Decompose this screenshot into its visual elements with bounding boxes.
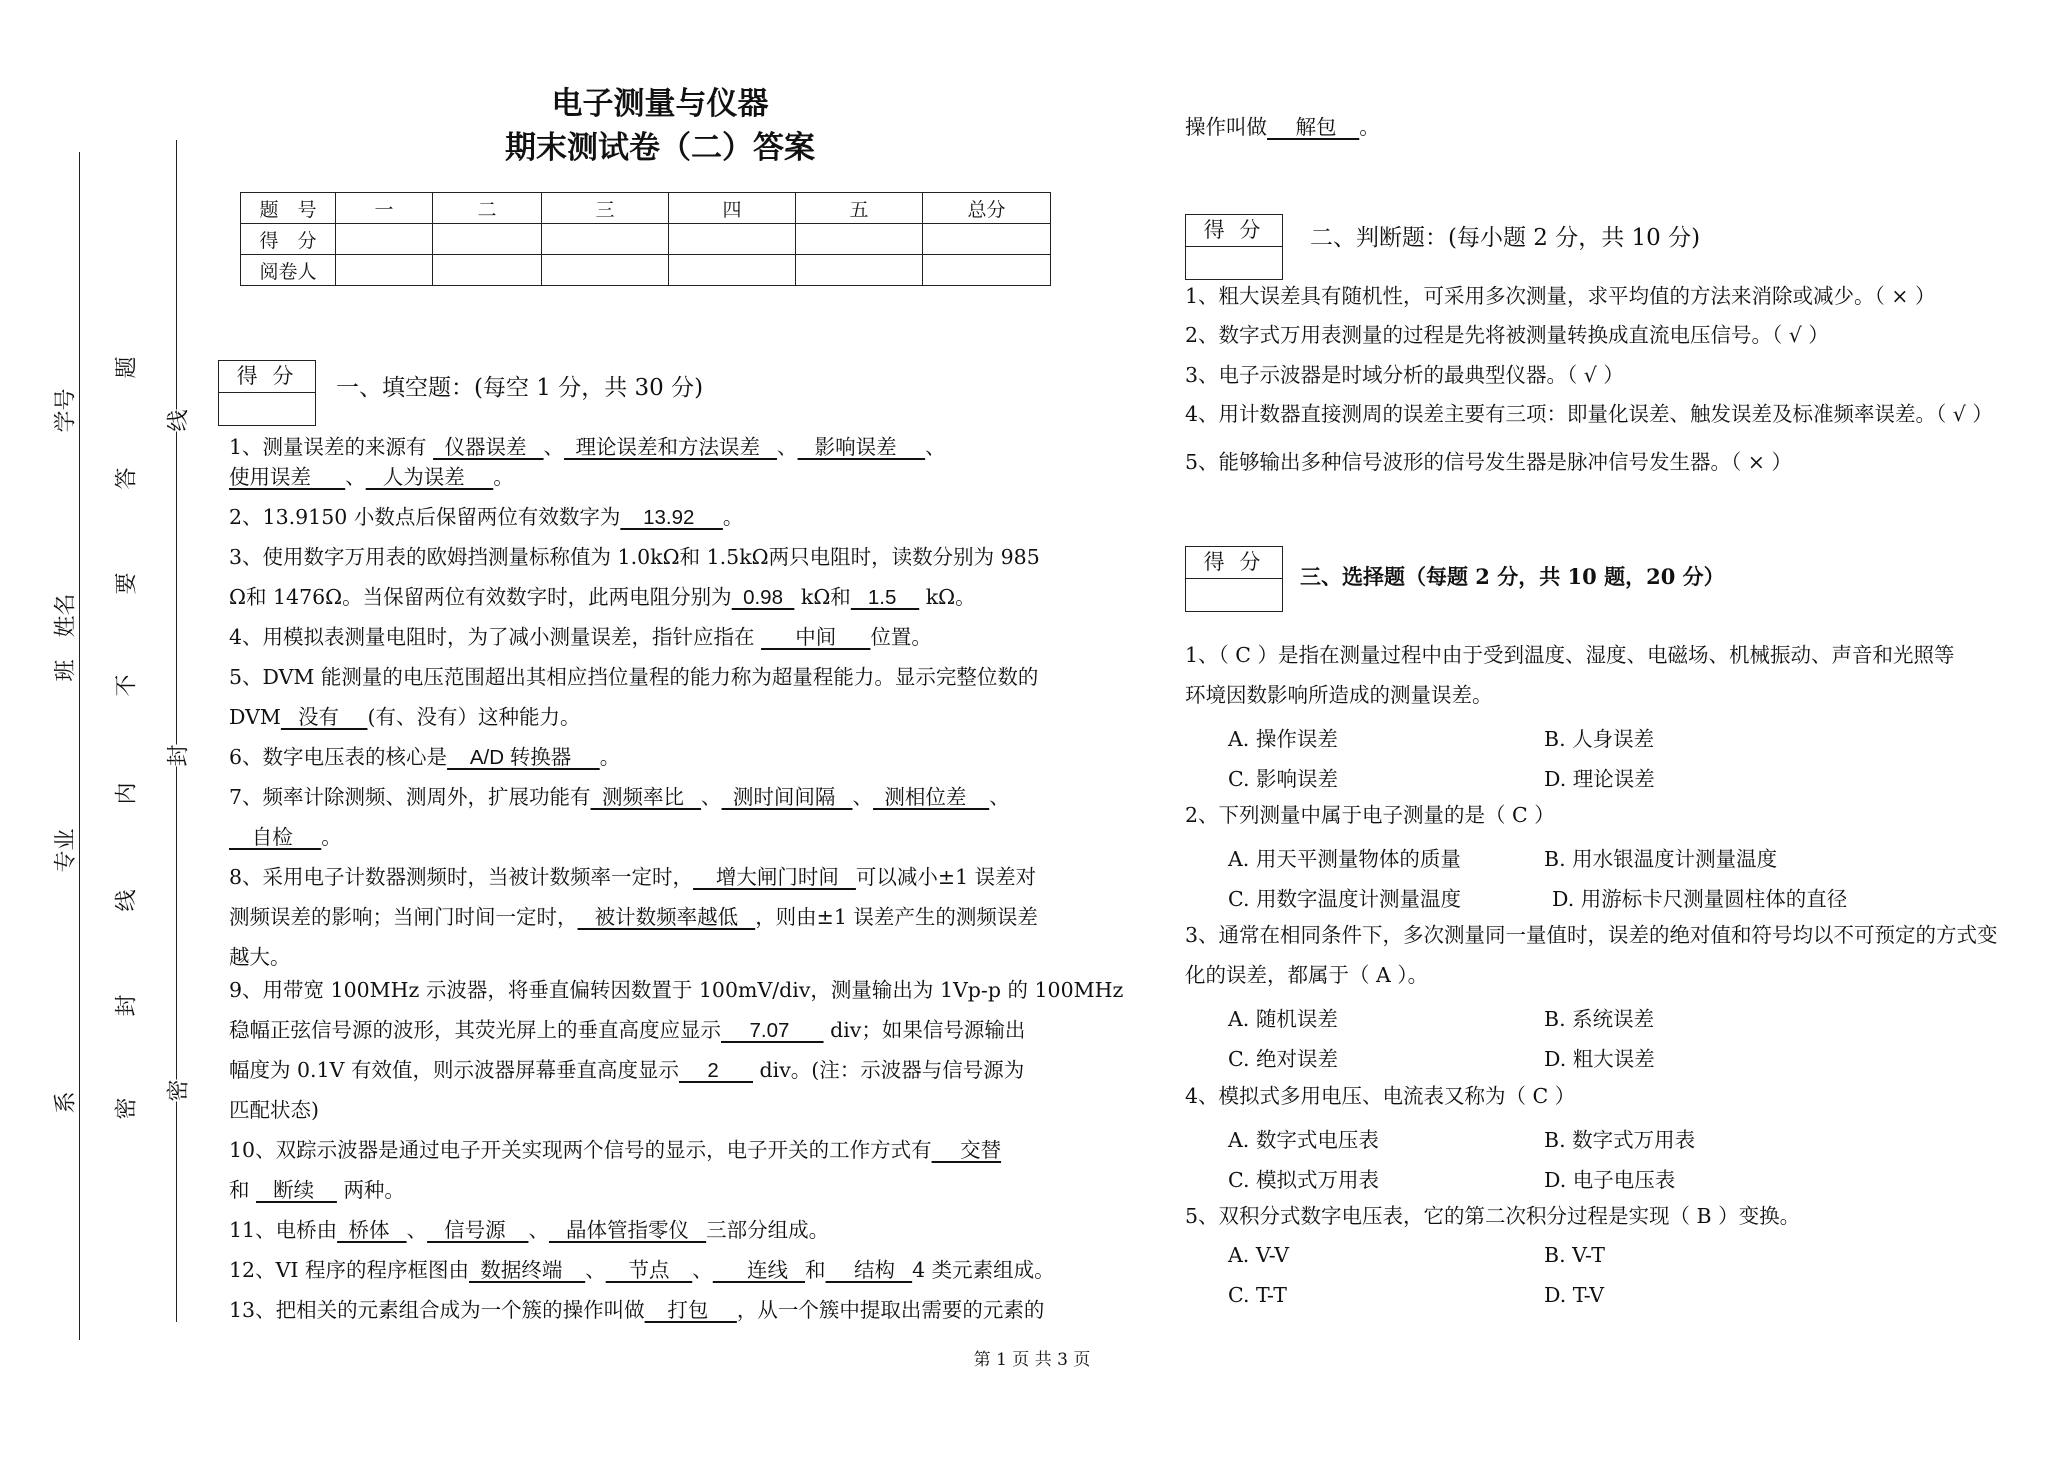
grader-cell[interactable] (669, 255, 796, 286)
score-table-row (241, 255, 1051, 286)
label-student-id: 学号 (53, 388, 79, 433)
choice-option: A. 操作误差 (1228, 727, 1338, 751)
question-1-9-cont2: 幅度为 0.1V 有效值，则示波器屏幕垂直高度显示 2 div。(注：示波器与信号源为 (229, 1058, 1025, 1082)
score-table-row-label: 阅卷人 (241, 255, 336, 286)
choice-option: A. 数字式电压表 (1228, 1128, 1379, 1152)
warn-char-ti: 题 (114, 356, 140, 379)
grader-cell[interactable] (796, 255, 923, 286)
score-table-header-row (241, 193, 1051, 224)
score-table-header: 总分 (923, 193, 1051, 224)
question-1-2: 2、13.9150 小数点后保留两位有效数字为 13.92 。 (229, 505, 744, 529)
choice-option: D. 电子电压表 (1544, 1168, 1676, 1192)
grader-cell[interactable] (923, 255, 1051, 286)
question-1-9-cont: 稳幅正弦信号源的波形，其荧光屏上的垂直高度应显示 7.07 div；如果信号源输出 (229, 1018, 1026, 1042)
score-box-label: 得 分 (1186, 547, 1282, 579)
label-department: 系 (53, 1091, 79, 1114)
warn-char-feng: 封 (114, 994, 140, 1017)
choice-option: B. 数字式万用表 (1544, 1128, 1696, 1152)
question-1-8-cont: 测频误差的影响；当闸门时间一定时， 被计数频率越低 ，则由±1 误差产生的测频误差 (229, 905, 1038, 929)
question-1-5-cont: DVM 没有 (有、没有）这种能力。 (229, 705, 581, 729)
choice-question-2: 2、下列测量中属于电子测量的是（ C ） (1185, 803, 1555, 827)
page-footer: 第 1 页 共 3 页 (973, 1350, 1091, 1370)
exam-title-line1: 电子测量与仪器 (551, 86, 769, 122)
warn-char-xian: 线 (114, 889, 140, 912)
score-table-header: 题 号 (241, 193, 336, 224)
score-box-label: 得 分 (1186, 215, 1282, 247)
section3-score-box[interactable] (1185, 546, 1283, 612)
choice-question-5: 5、双积分式数字电压表，它的第二次积分过程是实现（ B ）变换。 (1185, 1204, 1801, 1228)
warn-char-da: 答 (114, 467, 140, 490)
choice-question-3: 3、通常在相同条件下，多次测量同一量值时，误差的绝对值和符号均以不可预定的方式变 (1185, 923, 1998, 947)
question-1-7: 7、频率计除测频、测周外，扩展功能有 测频率比 、 测时间间隔 、 测相位差 、 (229, 785, 1010, 809)
binding-line-inner (176, 140, 177, 1322)
score-table-header: 四 (669, 193, 796, 224)
score-table-header: 一 (336, 193, 433, 224)
warn-char-mi: 密 (114, 1097, 140, 1120)
choice-option: A. V-V (1228, 1243, 1289, 1267)
binding-line-outer (79, 152, 80, 1340)
section1-score-box[interactable] (218, 360, 316, 426)
choice-option: B. 人身误差 (1544, 727, 1655, 751)
score-cell[interactable] (923, 224, 1051, 255)
choice-option: C. T-T (1228, 1283, 1287, 1307)
choice-option: C. 影响误差 (1228, 767, 1338, 791)
warn-char-nei: 内 (114, 782, 140, 805)
question-1-1: 1、测量误差的来源有 仪器误差 、 理论误差和方法误差 、 影响误差 、 (229, 435, 946, 459)
seal-char-xian: 线 (162, 409, 193, 431)
question-1-10: 10、双踪示波器是通过电子开关实现两个信号的显示，电子开关的工作方式有 交替 (229, 1138, 1002, 1162)
choice-option: D. T-V (1544, 1283, 1605, 1307)
question-1-11: 11、电桥由 桥体 、 信号源 、 晶体管指零仪 三部分组成。 (229, 1218, 830, 1242)
question-1-1-cont: 使用误差 、 人为误差 。 (229, 465, 514, 489)
grader-cell[interactable] (336, 255, 433, 286)
score-table-header: 二 (433, 193, 542, 224)
section2-heading: 二、判断题：(每小题 2 分，共 10 分) (1310, 225, 1701, 251)
choice-option: D. 理论误差 (1544, 767, 1655, 791)
choice-question-1-cont: 环境因数影响所造成的测量误差。 (1185, 683, 1493, 707)
judgement-item: 5、能够输出多种信号波形的信号发生器是脉冲信号发生器。（ × ） (1185, 450, 1793, 474)
choice-option: C. 模拟式万用表 (1228, 1168, 1379, 1192)
score-cell[interactable] (433, 224, 542, 255)
question-1-13-cont: 操作叫做 解包 。 (1185, 115, 1380, 139)
choice-option: A. 随机误差 (1228, 1007, 1338, 1031)
choice-option: B. V-T (1544, 1243, 1605, 1267)
score-table-header: 五 (796, 193, 923, 224)
question-1-13: 13、把相关的元素组合成为一个簇的操作叫做 打包 ，从一个簇中提取出需要的元素的 (229, 1298, 1045, 1322)
grader-cell[interactable] (433, 255, 542, 286)
section3-heading: 三、选择题（每题 2 分，共 10 题，20 分） (1300, 564, 1725, 589)
judgement-item: 2、数字式万用表测量的过程是先将被测量转换成直流电压信号。（ √ ） (1185, 323, 1829, 347)
question-1-12: 12、VI 程序的程序框图由 数据终端 、 节点 、 连线 和 结构 4 类元素组成。 (229, 1258, 1055, 1282)
question-1-8: 8、采用电子计数器测频时，当被计数频率一定时， 增大闸门时间 可以减小±1 误差对 (229, 865, 1037, 889)
judgement-item: 4、用计数器直接测周的误差主要有三项：即量化误差、触发误差及标准频率误差。（ √ ） (1185, 402, 1993, 426)
choice-option: D. 粗大误差 (1544, 1047, 1655, 1071)
exam-title-line2: 期末测试卷（二）答案 (505, 130, 815, 166)
choice-option: B. 用水银温度计测量温度 (1544, 847, 1778, 871)
score-cell[interactable] (542, 224, 669, 255)
score-table-header: 三 (542, 193, 669, 224)
choice-option: B. 系统误差 (1544, 1007, 1655, 1031)
score-table-row-label: 得 分 (241, 224, 336, 255)
choice-question-1: 1、（ C ）是指在测量过程中由于受到温度、湿度、电磁场、机械振动、声音和光照等 (1185, 643, 1955, 667)
question-1-3: 3、使用数字万用表的欧姆挡测量标称值为 1.0kΩ和 1.5kΩ两只电阻时，读数分别为 985 (229, 545, 1040, 569)
choice-option: C. 绝对误差 (1228, 1047, 1338, 1071)
question-1-5: 5、DVM 能测量的电压范围超出其相应挡位量程的能力称为超量程能力。显示完整位数的 (229, 665, 1039, 689)
seal-char-feng: 封 (162, 744, 193, 766)
question-1-9-cont3: 匹配状态) (229, 1098, 319, 1122)
score-table (240, 192, 1051, 286)
choice-option: C. 用数字温度计测量温度 (1228, 887, 1461, 911)
choice-question-3-cont: 化的误差，都属于（ A ）。 (1185, 963, 1429, 987)
score-cell[interactable] (669, 224, 796, 255)
score-table-row (241, 224, 1051, 255)
choice-option: D. 用游标卡尺测量圆柱体的直径 (1552, 887, 1848, 911)
score-cell[interactable] (796, 224, 923, 255)
judgement-item: 1、粗大误差具有随机性，可采用多次测量，求平均值的方法来消除或减少。（ × ） (1185, 284, 1936, 308)
question-1-9: 9、用带宽 100MHz 示波器，将垂直偏转因数置于 100mV/div，测量输出为 1Vp-p 的 100MHz (229, 978, 1124, 1002)
section2-score-box[interactable] (1185, 214, 1283, 280)
question-1-3-cont: Ω和 1476Ω。当保留两位有效数字时，此两电阻分别为 0.98 kΩ和 1.5 kΩ。 (229, 585, 976, 609)
choice-question-4: 4、模拟式多用电压、电流表又称为（ C ） (1185, 1084, 1576, 1108)
label-class: 班 (53, 659, 79, 682)
question-1-6: 6、数字电压表的核心是 A/D 转换器 。 (229, 745, 621, 769)
score-box-label: 得 分 (219, 361, 315, 393)
choice-option: A. 用天平测量物体的质量 (1228, 847, 1461, 871)
question-1-7-cont: 自检 。 (229, 825, 342, 849)
seal-char-mi: 密 (162, 1079, 193, 1101)
score-cell[interactable] (336, 224, 433, 255)
label-name: 姓名 (53, 593, 79, 638)
label-major: 专业 (53, 828, 79, 873)
grader-cell[interactable] (542, 255, 669, 286)
question-1-4: 4、用模拟表测量电阻时，为了减小测量误差，指针应指在 中间 位置。 (229, 625, 932, 649)
section1-heading: 一、填空题：(每空 1 分，共 30 分) (336, 375, 704, 401)
judgement-item: 3、电子示波器是时域分析的最典型仪器。（ √ ） (1185, 363, 1624, 387)
question-1-8-cont2: 越大。 (229, 945, 291, 969)
question-1-10-cont: 和 断续 两种。 (229, 1178, 405, 1202)
warn-char-yao: 要 (114, 572, 140, 595)
warn-char-bu: 不 (114, 674, 140, 697)
